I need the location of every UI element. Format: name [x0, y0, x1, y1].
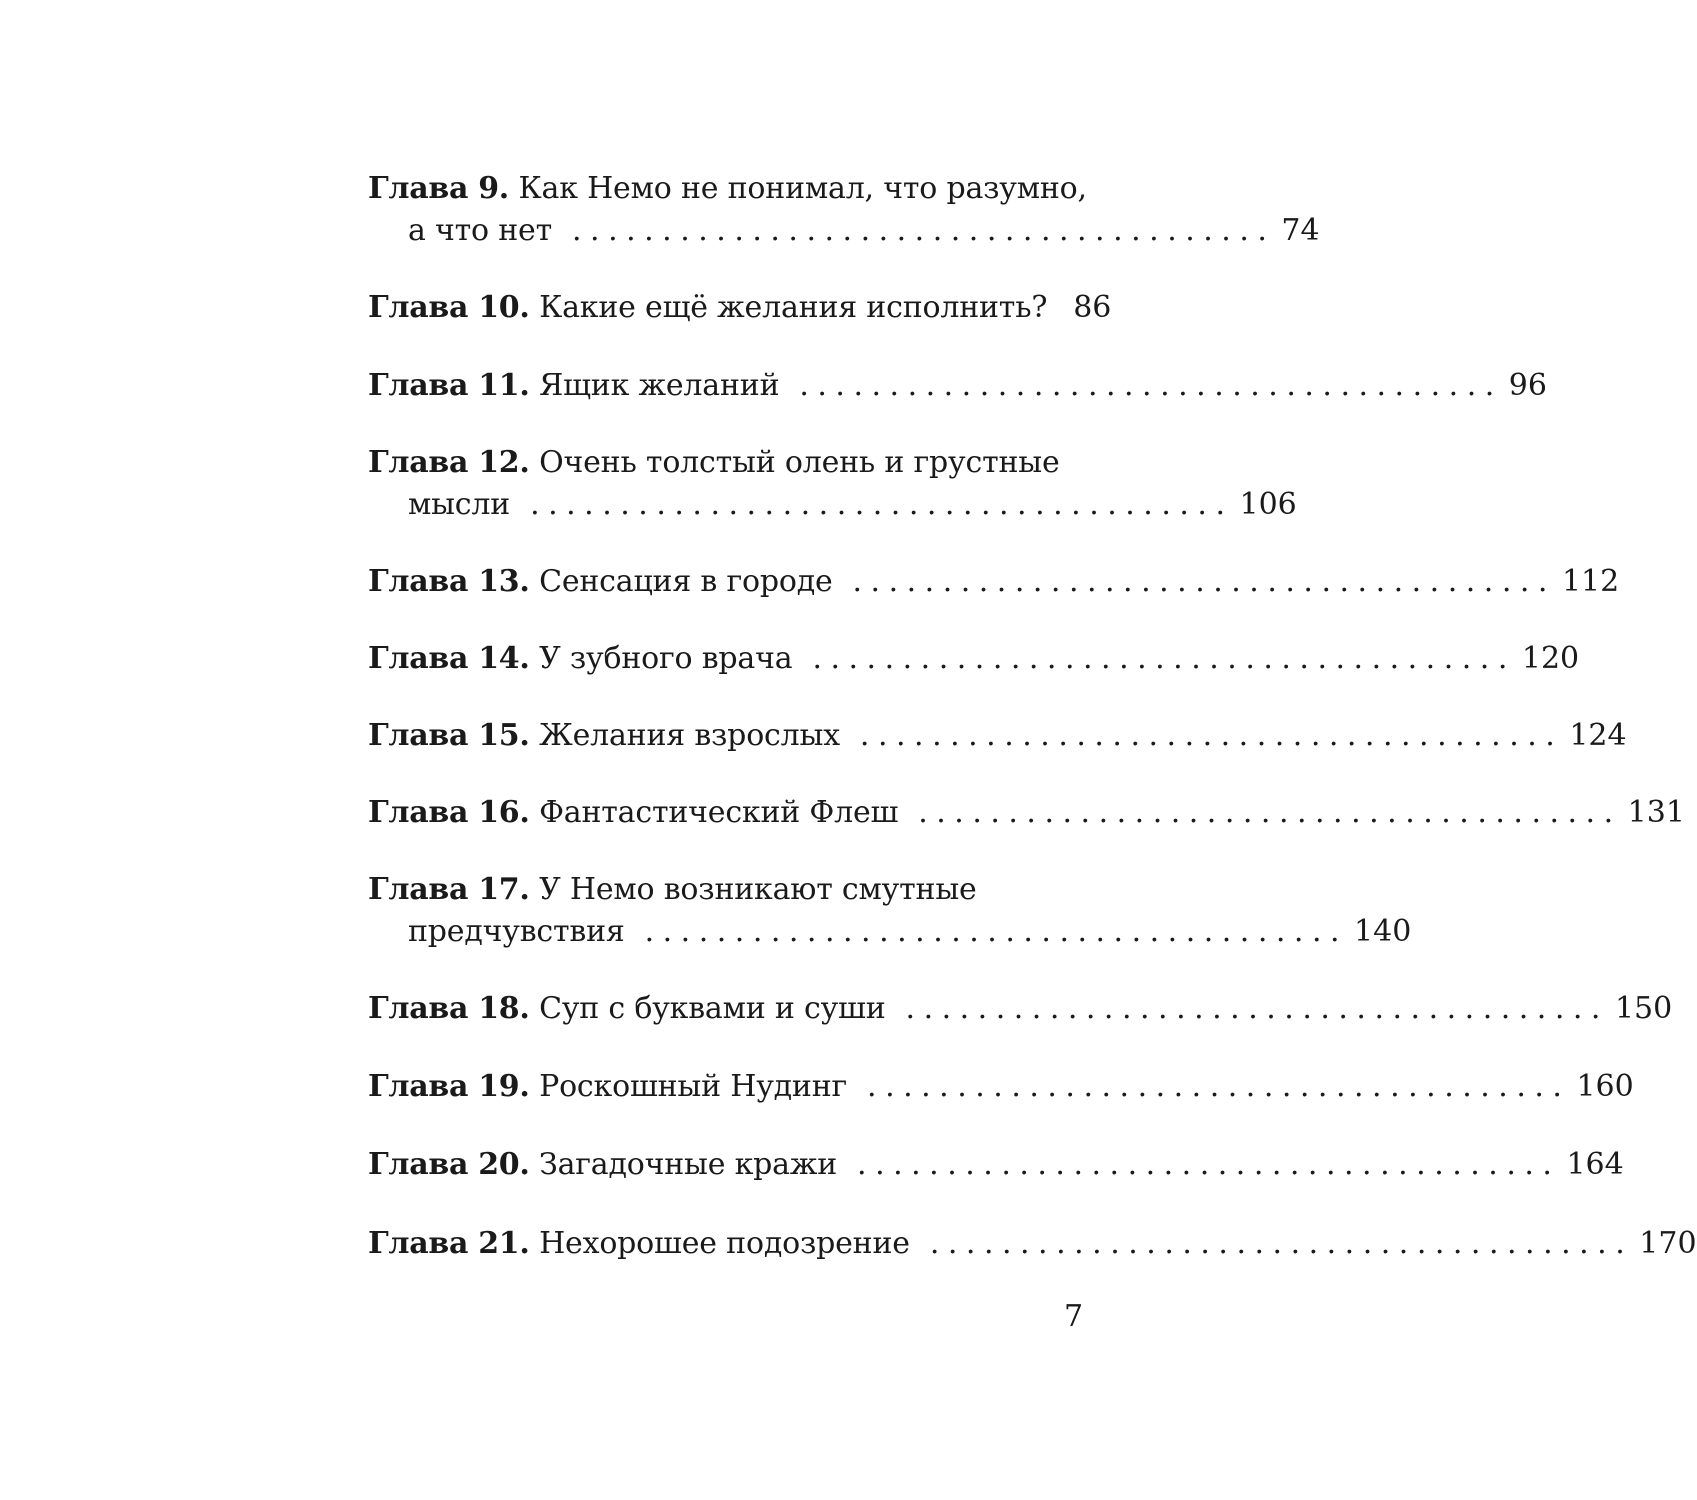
dot-leader: ....................................... — [859, 718, 1564, 753]
chapter-title: Фантастический Флеш — [539, 795, 899, 830]
chapter-label: Глава 20. — [368, 1147, 530, 1182]
chapter-title: Суп с буквами и суши — [539, 991, 886, 1026]
chapter-label: Глава 10. — [368, 290, 530, 325]
page-ref: 86 — [1073, 290, 1112, 325]
chapter-title-continued: предчувствия — [408, 914, 625, 949]
dot-leader: ....................................... — [918, 795, 1622, 830]
toc-entry — [368, 1144, 1624, 1186]
chapter-title: Нехорошее подозрение — [539, 1226, 910, 1261]
page-ref: 164 — [1566, 1147, 1624, 1182]
dot-leader: ....................................... — [852, 564, 1556, 599]
dot-leader: ....................................... — [812, 641, 1516, 676]
toc-entry — [368, 365, 1547, 407]
page-number: 7 — [1064, 1299, 1084, 1334]
chapter-label: Глава 17. — [368, 872, 530, 907]
page-ref: 106 — [1239, 487, 1297, 522]
chapter-label: Глава 12. — [368, 445, 530, 480]
page-ref: 96 — [1508, 368, 1547, 403]
toc-entry — [368, 442, 1297, 526]
dot-leader: ....................................... — [572, 213, 1276, 248]
toc-entry — [368, 168, 1320, 252]
toc-entry — [368, 561, 1620, 603]
chapter-label: Глава 14. — [368, 641, 530, 676]
dot-leader: ....................................... — [530, 487, 1234, 522]
page-ref: 112 — [1561, 564, 1620, 599]
dot-leader: ....................................... — [857, 1147, 1561, 1182]
page-ref: 131 — [1627, 795, 1685, 830]
chapter-title: Очень толстый олень и грустные — [539, 445, 1060, 480]
page-ref: 124 — [1569, 718, 1627, 753]
chapter-title: Ящик желаний — [539, 368, 780, 403]
dot-leader: ....................................... — [929, 1226, 1634, 1261]
toc-entry — [368, 1066, 1634, 1108]
chapter-title: Желания взрослых — [539, 718, 840, 753]
chapter-label: Глава 18. — [368, 991, 530, 1026]
dot-leader: ....................................... — [905, 991, 1609, 1026]
chapter-title: Как Немо не понимал, что разумно, — [518, 171, 1087, 206]
chapter-title: Сенсация в городе — [539, 564, 833, 599]
toc-entry — [368, 287, 1112, 329]
chapter-label: Глава 21. — [368, 1226, 530, 1261]
toc-entry — [368, 792, 1685, 834]
toc-entry — [368, 715, 1627, 757]
chapter-label: Глава 13. — [368, 564, 530, 599]
page-ref: 120 — [1521, 641, 1580, 676]
page-ref: 160 — [1576, 1069, 1634, 1104]
chapter-label: Глава 11. — [368, 368, 530, 403]
chapter-title: У зубного врача — [539, 641, 793, 676]
chapter-label: Глава 16. — [368, 795, 530, 830]
chapter-label: Глава 15. — [368, 718, 530, 753]
chapter-title-continued: мысли — [408, 487, 511, 522]
dot-leader: ....................................... — [799, 368, 1503, 403]
table-of-contents — [368, 168, 1697, 1261]
chapter-title: У Немо возникают смутные — [539, 872, 977, 907]
dot-leader: ....................................... — [867, 1069, 1571, 1104]
chapter-label: Глава 19. — [368, 1069, 530, 1104]
page-ref: 74 — [1281, 213, 1320, 248]
chapter-title: Загадочные кражи — [539, 1147, 838, 1182]
page-ref: 150 — [1614, 991, 1673, 1026]
chapter-title: Роскошный Нудинг — [539, 1069, 848, 1104]
dot-leader: ....................................... — [644, 914, 1349, 949]
page-ref: 140 — [1354, 914, 1412, 949]
toc-entry — [368, 869, 1412, 953]
chapter-title-continued: а что нет — [408, 213, 552, 248]
toc-entry — [368, 988, 1673, 1030]
toc-entry — [368, 1223, 1697, 1265]
toc-entry — [368, 638, 1580, 680]
chapter-label: Глава 9. — [368, 171, 509, 206]
page-ref: 170 — [1639, 1226, 1697, 1261]
chapter-title: Какие ещё желания исполнить? — [539, 290, 1048, 325]
